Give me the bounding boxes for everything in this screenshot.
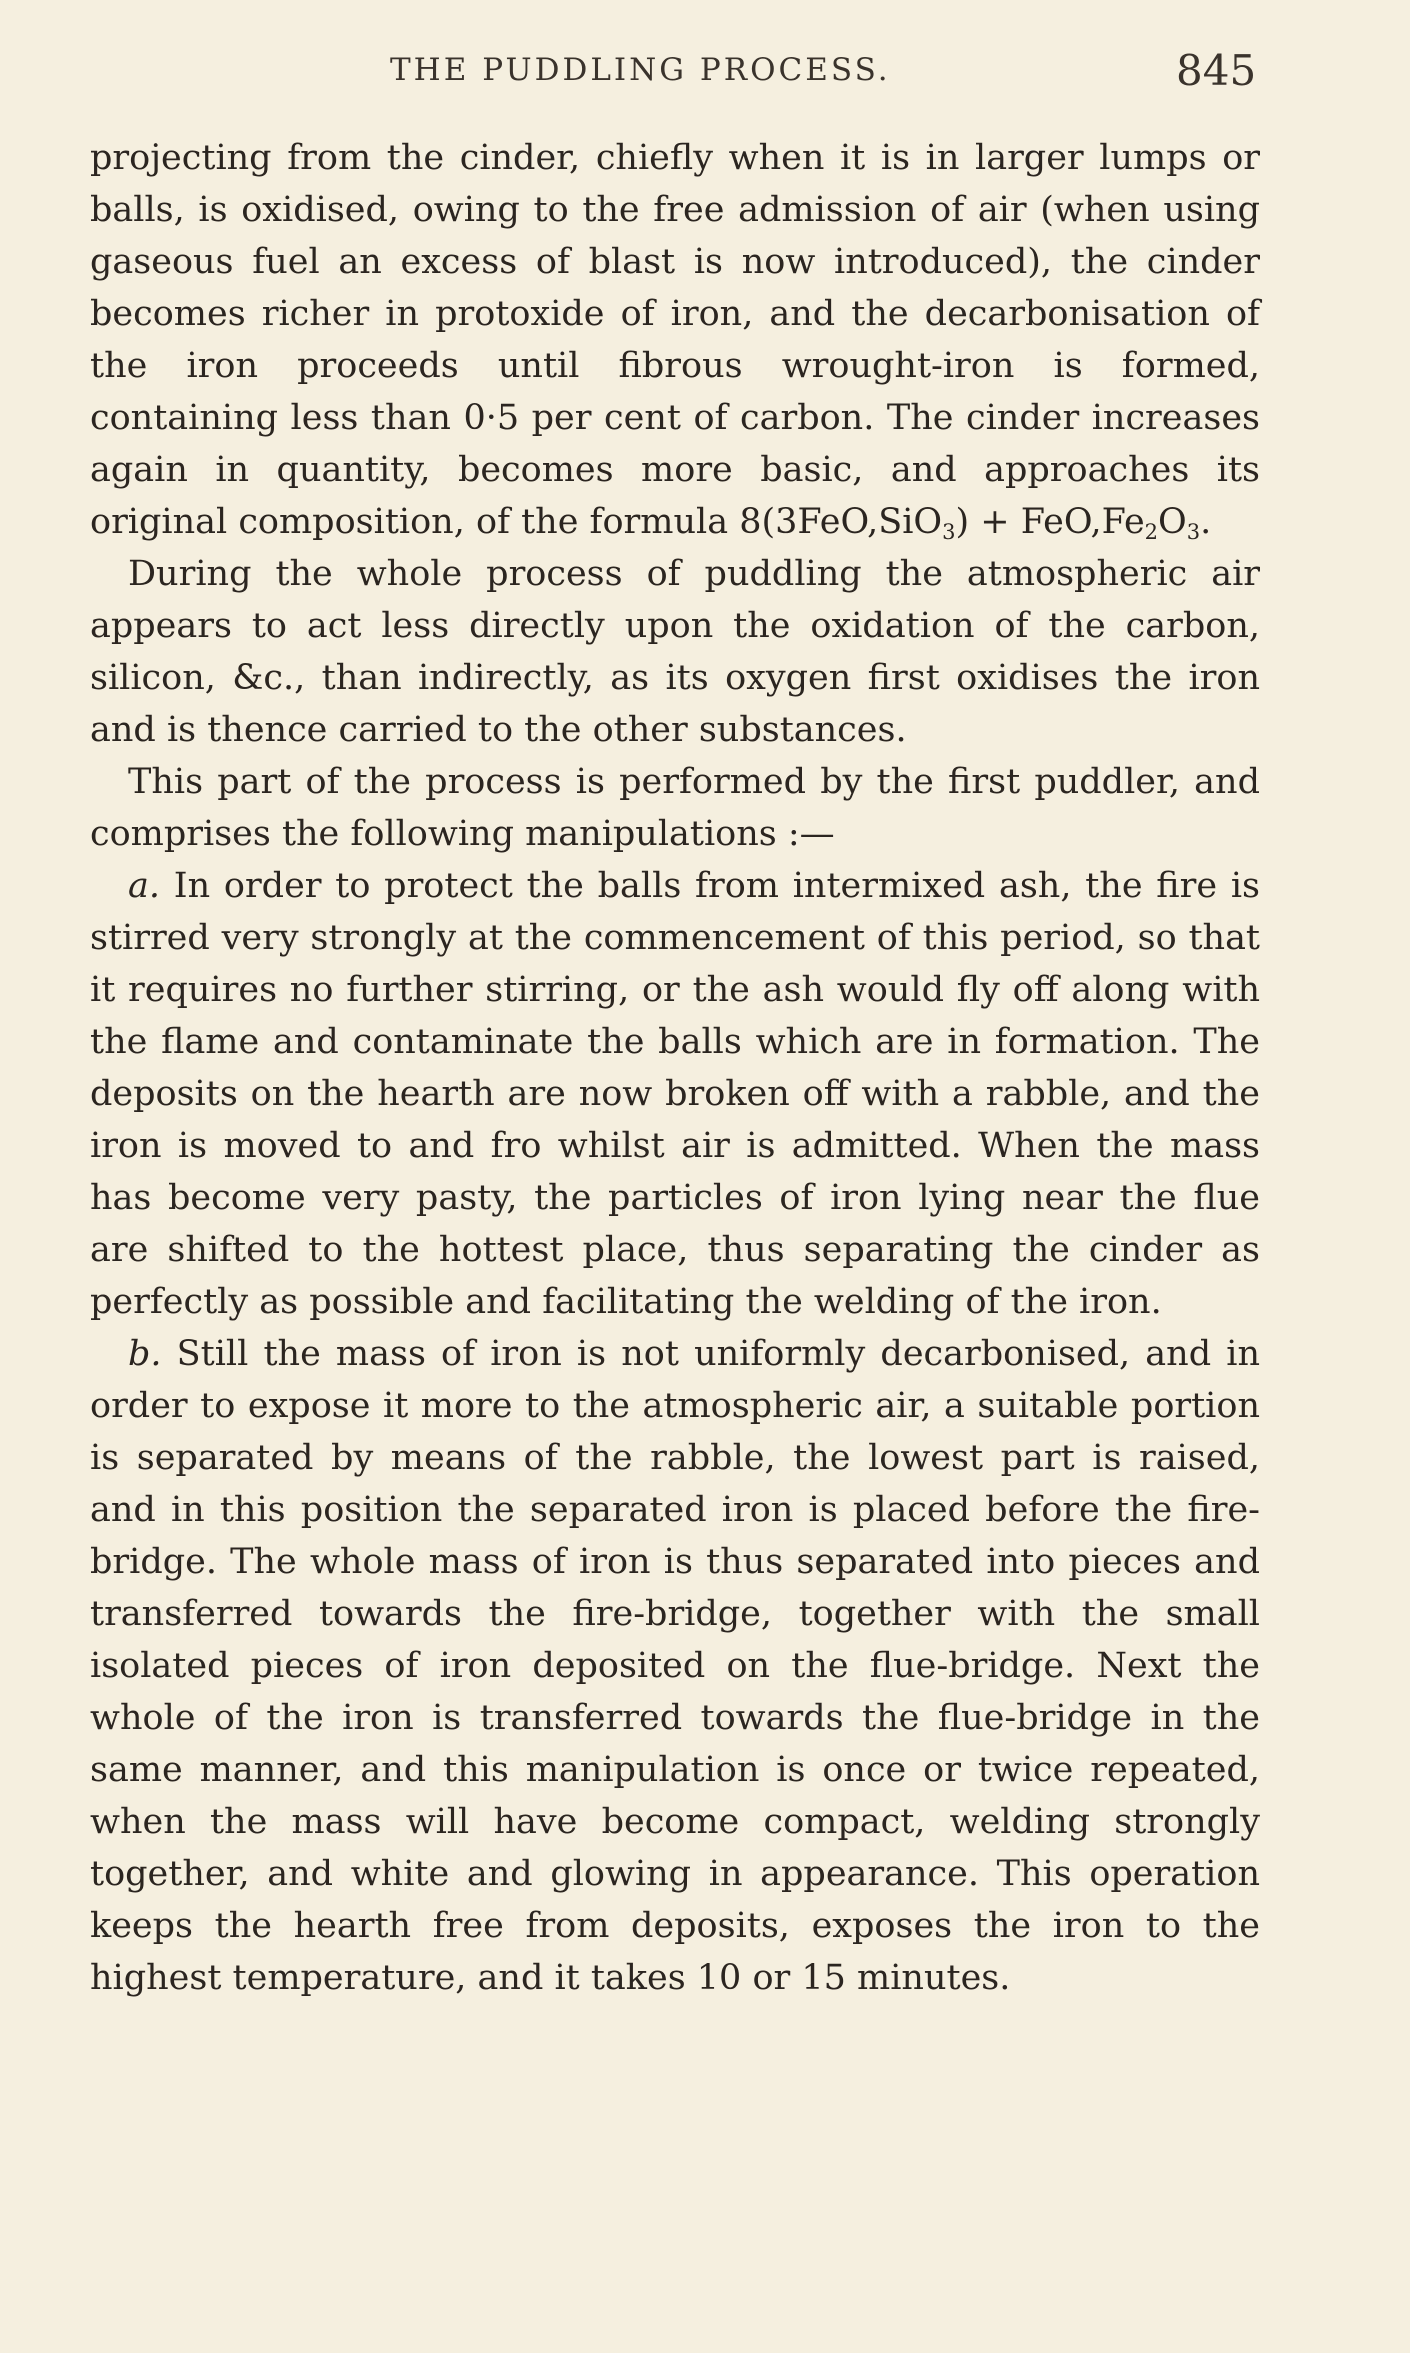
paragraph-1-text-a: projecting from the cinder, chiefly when it is in larger lumps or balls, is oxidised, owing to the free admission of air (when using gaseous fuel an excess of blast is now introduced), the cinder becomes richer in protoxide of iron, and the decarbonisation of the iron proceeds until fibrous wrought-iron is formed, containing less than 0·5 per cent of carbon. The cinder increases again in quantity, becomes more basic, and approaches its original composition, of the formula 8(3FeO,SiO <box>90 138 1260 542</box>
paragraph-b <box>90 1328 1260 2004</box>
paragraph-1-text-d: . <box>1200 502 1212 542</box>
paragraph-1 <box>90 132 1260 548</box>
formula-subscript-1: 3 <box>942 519 956 544</box>
paragraph-2: During the whole process of puddling the atmospheric air appears to act less directly upon the oxidation of the carbon, silicon, &c., than indirectly, as its oxygen first oxidises the iron and is thence carried to the other substances. <box>90 554 1260 750</box>
paragraph-1-text-b: ) + FeO,Fe <box>955 502 1145 542</box>
formula-subscript-2: 2 <box>1144 519 1159 544</box>
bottom-margin <box>0 2260 1410 2353</box>
running-head: THE PUDDLING PROCESS. <box>390 52 891 88</box>
paragraph-b-text: Still the mass of iron is not uniformly decarbonised, and in order to expose it more to the atmospheric air, a suitable portion is separated by means of the rabble, the lowest part is raised, and in this position the separated iron is placed before the fire-bridge. The whole mass of iron is thus separated into pieces and transferred towards the fire-bridge, together with the small isolated pieces of iron deposited on the flue-bridge. Next the whole of the iron is transferred towards the flue-bridge in the same manner, and this manipulation is once or twice repeated, when the mass will have become compact, welding strongly together, and white and glowing in appearance. This operation keeps the hearth free from deposits, exposes the iron to the highest temperature, and it takes 10 or 15 minutes. <box>90 1334 1260 1998</box>
paragraph-a-label: a. <box>128 866 160 906</box>
paragraph-b-label: b. <box>128 1334 162 1374</box>
paragraph-3: This part of the process is performed by the first puddler, and comprises the following manipulations :— <box>90 762 1260 854</box>
paragraph-a-text: In order to protect the balls from intermixed ash, the fire is stirred very strongly at the commencement of this period, so that it requires no further stirring, or the ash would fly off along with the flame and contaminate the balls which are in formation. The deposits on the hearth are now broken off with a rabble, and the iron is moved to and fro whilst air is admitted. When the mass has become very pasty, the particles of iron lying near the flue are shifted to the hottest place, thus separating the cinder as perfectly as possible and facilitating the welding of the iron. <box>90 866 1260 1322</box>
body-text <box>90 132 1260 2004</box>
paragraph-a <box>90 860 1260 1328</box>
paragraph-1-text-c: O <box>1158 502 1187 542</box>
page-number: 845 <box>1176 46 1257 95</box>
formula-subscript-3: 3 <box>1186 519 1201 544</box>
